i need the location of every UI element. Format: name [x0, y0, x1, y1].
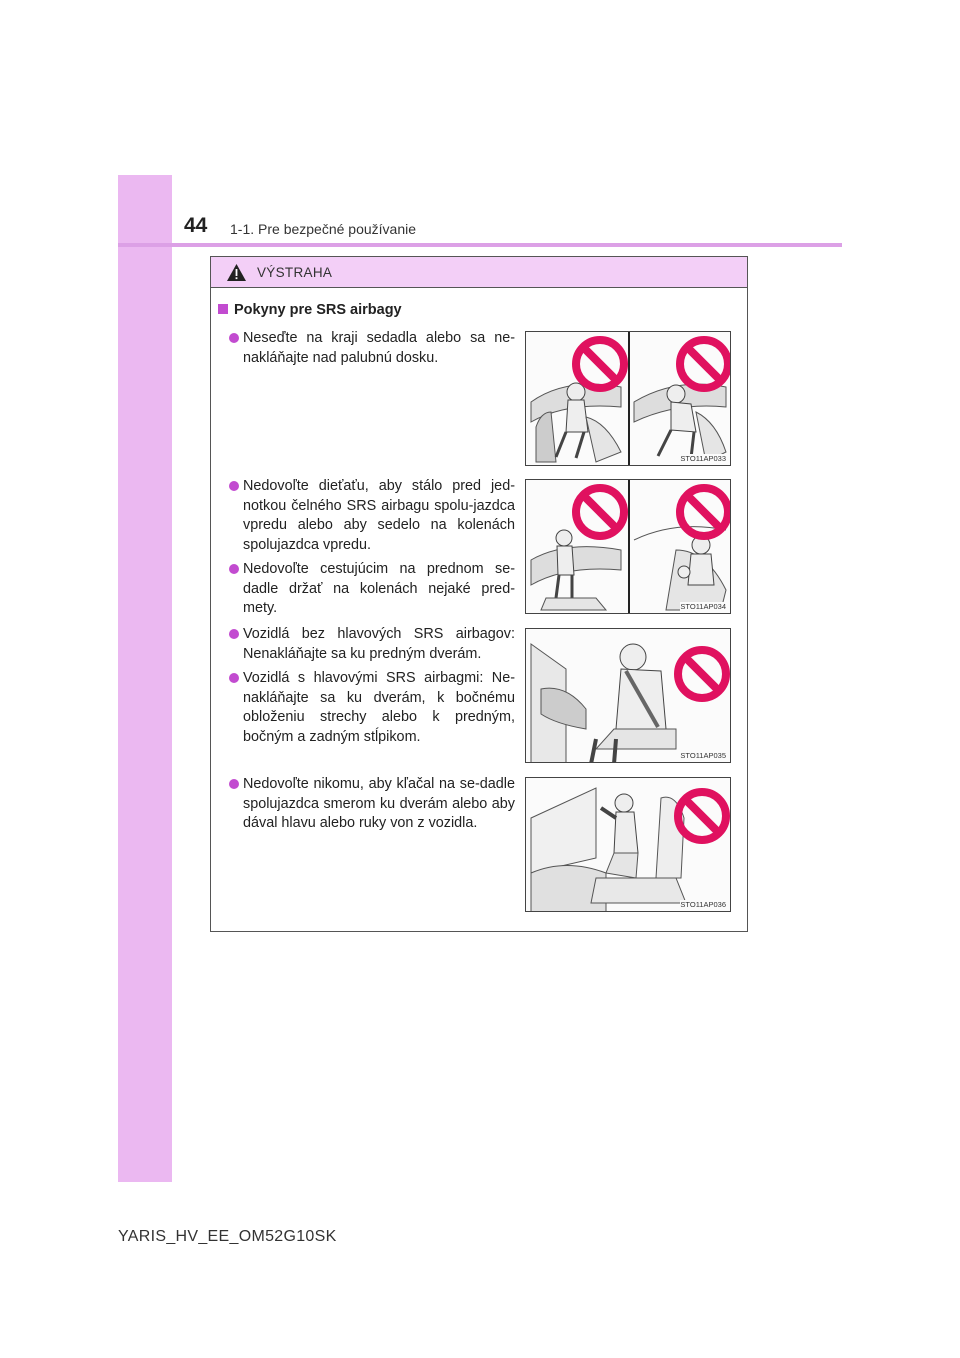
warning-header	[211, 257, 747, 288]
figure-code: STO11AP035	[680, 751, 726, 760]
bullet-item: Nedovoľte nikomu, aby kľačal na se-dadle spolujazdca smerom ku dverám alebo aby dával hlavu alebo ruky von z vozidla.	[229, 775, 515, 834]
figure-code: STO11AP034	[680, 602, 726, 611]
bullet-item: Vozidlá bez hlavových SRS airbagov: Nenakláňajte sa ku predným dverám.	[229, 625, 515, 664]
instruction-group-2	[229, 477, 515, 624]
subheading-text: Pokyny pre SRS airbagy	[234, 302, 402, 318]
figure-code: STO11AP036	[680, 900, 726, 909]
bullet-item: Nedovoľte cestujúcim na prednom se-dadle držať na kolenách nejaké pred-mety.	[229, 560, 515, 619]
warning-box	[210, 256, 748, 932]
bullet-item: Nedovoľte dieťaťu, aby stálo pred jed-notkou čelného SRS airbagu spolu-jazdca vpredu alebo aby sedelo na kolenách spolujazdca vpredu.	[229, 477, 515, 555]
section-title: 1-1. Pre bezpečné používanie	[230, 221, 417, 237]
bullet-item: Neseďte na kraji sedadla alebo sa ne-nakláňajte nad palubnú dosku.	[229, 329, 515, 368]
illustration-2	[525, 479, 731, 614]
illustration-3	[525, 628, 731, 763]
side-color-band	[118, 175, 172, 1182]
illustration-1	[525, 331, 731, 466]
instruction-group-3	[229, 625, 515, 752]
instruction-group-1	[229, 329, 515, 373]
square-bullet-icon	[218, 304, 228, 314]
figure-code: STO11AP033	[680, 454, 726, 463]
illustration-4	[525, 777, 731, 912]
instruction-group-4	[229, 775, 515, 839]
warning-label: VÝSTRAHA	[257, 265, 333, 280]
bullet-item: Vozidlá s hlavovými SRS airbagmi: Ne-nakláňajte sa ku dverám, k bočnému obloženiu strechy alebo k predným, bočným a zadným stĺpikom.	[229, 669, 515, 747]
page-header	[172, 212, 842, 246]
footer-doc-code: YARIS_HV_EE_OM52G10SK	[118, 1228, 337, 1245]
warning-triangle-icon	[226, 263, 247, 282]
header-rule	[118, 243, 842, 247]
subheading	[218, 302, 402, 318]
page-number: 44	[184, 214, 208, 237]
